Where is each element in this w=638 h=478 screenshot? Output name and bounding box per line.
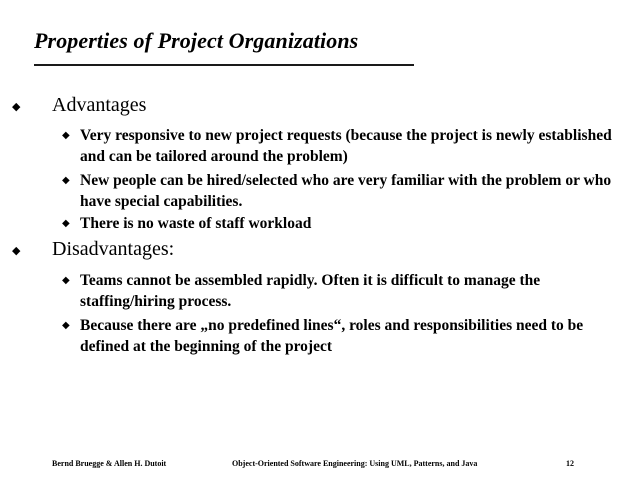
list-item-text: Very responsive to new project requests (because the project is newly established and can be tailored around the problem) [80, 127, 612, 165]
title-divider [34, 64, 414, 66]
footer-page-number: 12 [566, 459, 574, 468]
diamond-bullet-icon: ◆ [12, 245, 21, 257]
section-heading: Disadvantages: [52, 238, 175, 260]
diamond-bullet-icon: ◆ [62, 130, 70, 141]
footer-book-title: Object-Oriented Software Engineering: Using UML, Patterns, and Java [232, 459, 478, 468]
list-item-text: New people can be hired/selected who are very familiar with the problem or who have special capabilities. [80, 172, 612, 210]
list-item-text: Because there are „no predefined lines“, roles and responsibilities need to be defined at the beginning of the project [80, 317, 584, 355]
diamond-bullet-icon: ◆ [62, 320, 70, 331]
diamond-bullet-icon: ◆ [62, 175, 70, 186]
diamond-bullet-icon: ◆ [62, 218, 70, 229]
list-item [62, 270, 622, 312]
list-item [62, 125, 622, 167]
diamond-bullet-icon: ◆ [12, 101, 21, 113]
diamond-bullet-icon: ◆ [62, 275, 70, 286]
section-heading: Advantages [52, 94, 147, 116]
footer-authors: Bernd Bruegge & Allen H. Dutoit [52, 459, 167, 468]
list-item [62, 315, 622, 357]
list-item [62, 213, 622, 234]
list-item-text: There is no waste of staff workload [80, 215, 312, 232]
slide-title: Properties of Project Organizations [34, 28, 359, 53]
list-item [62, 170, 622, 212]
list-item-text: Teams cannot be assembled rapidly. Often it is difficult to manage the staffing/hiring process. [80, 272, 541, 310]
